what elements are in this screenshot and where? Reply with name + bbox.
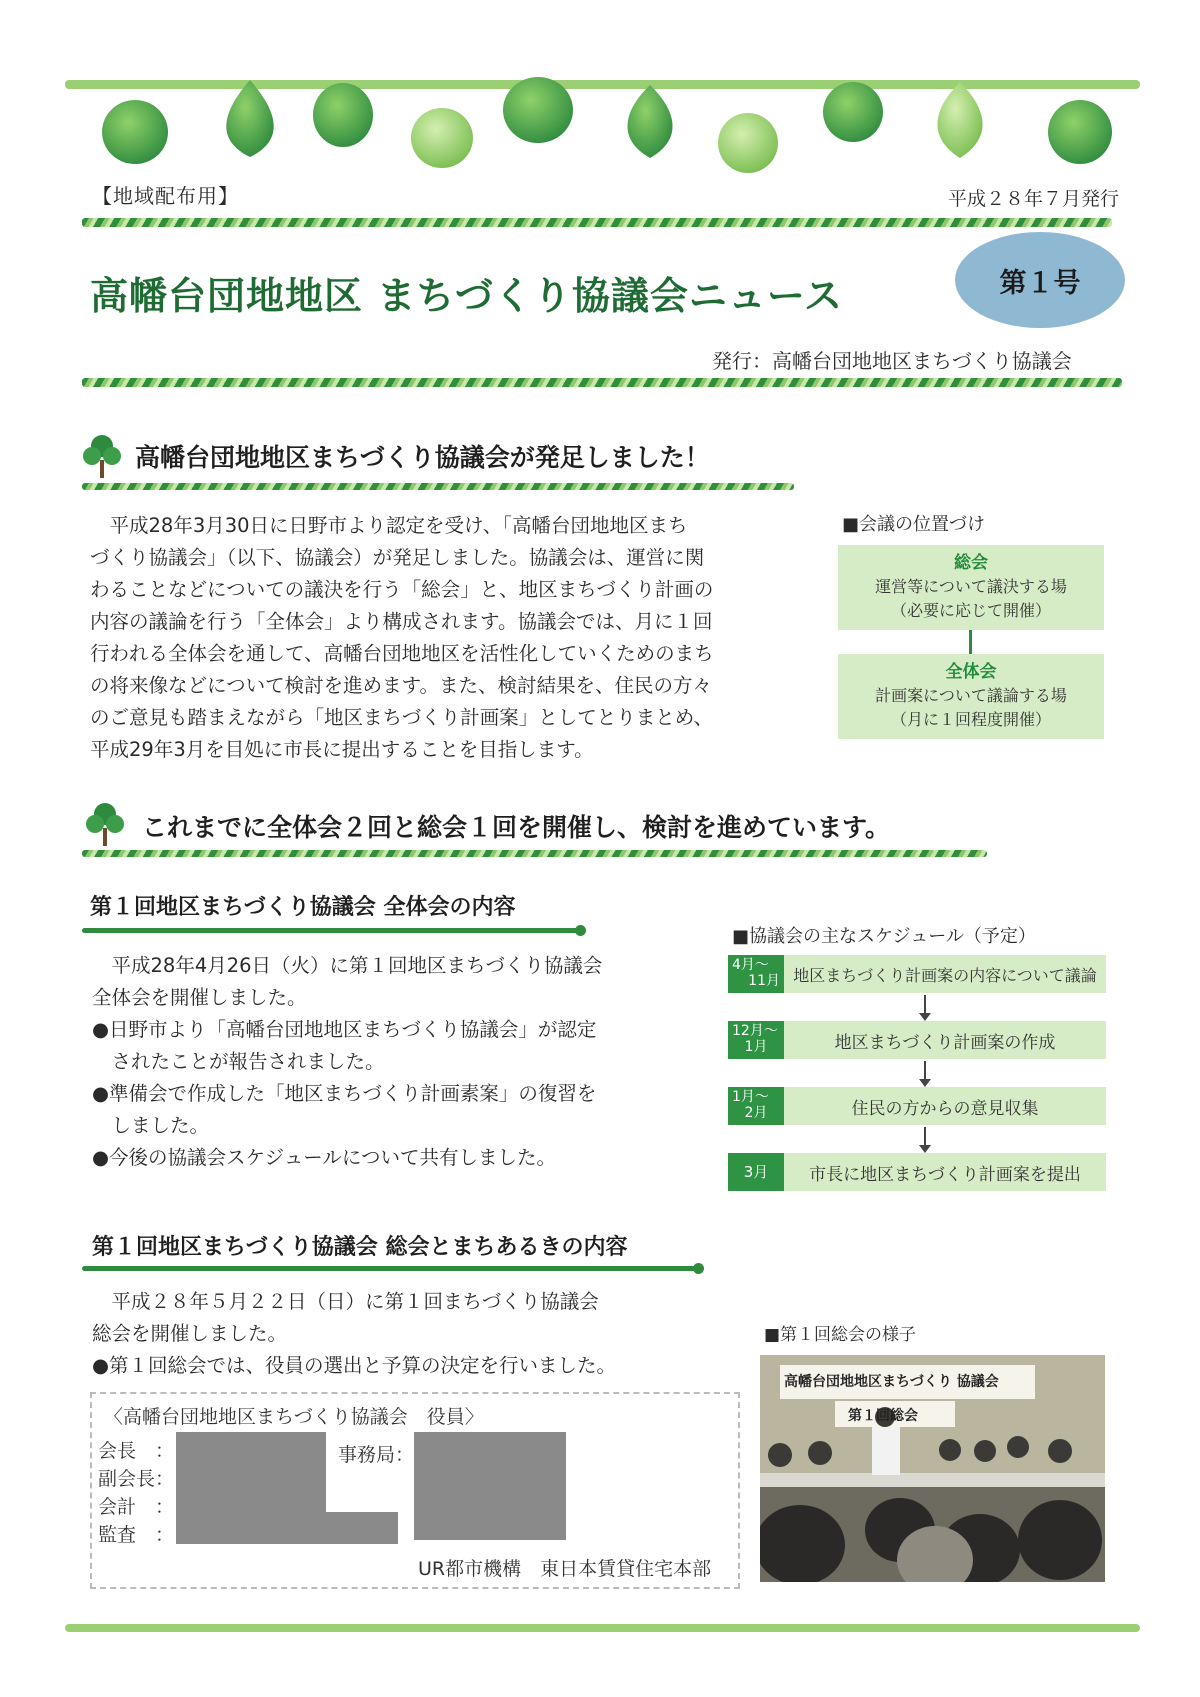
month-start: 4月～ (732, 957, 769, 973)
redacted-secretariat (414, 1432, 566, 1540)
leaf-icon-8 (823, 82, 883, 142)
leaf-icon-4 (411, 108, 473, 168)
general-meeting-heading: 総会 (954, 553, 988, 573)
sub2-rule (82, 1266, 700, 1271)
schedule-row (728, 1087, 1106, 1125)
diagram-connector (969, 630, 972, 654)
header-stripe-top (82, 218, 1112, 227)
secretariat-label: 事務局： (338, 1444, 415, 1466)
leaf-icon-1 (102, 100, 168, 164)
leaf-garland-decoration (0, 0, 1200, 180)
general-meeting-line2: （必要に応じて開催） (890, 601, 1051, 620)
schedule-month (728, 1153, 784, 1191)
tree-icon (85, 800, 125, 848)
month-end: 1月 (744, 1039, 768, 1055)
section1-stripe (82, 483, 794, 490)
month-start: 3月 (743, 1163, 769, 1181)
secretariat-org: UR都市機構 東日本賃貸住宅本部 (418, 1558, 712, 1580)
photo-caption: ■第１回総会の様子 (764, 1325, 917, 1345)
schedule-row (728, 1153, 1106, 1191)
body-line: 平成29年3月を目処に市長に提出することを目指します。 (90, 738, 594, 761)
bottom-line (65, 1624, 1140, 1632)
down-arrow-icon (924, 995, 926, 1015)
general-meeting-box (838, 545, 1104, 630)
down-arrow-icon (924, 1127, 926, 1147)
schedule-row (728, 955, 1106, 993)
section2-stripe (82, 850, 987, 857)
officer-role: 会長 ： (98, 1440, 175, 1462)
leaf-icon-9 (937, 82, 982, 158)
general-meeting-line1: 運営等について議決する場 (875, 577, 1067, 596)
officer-role: 会計 ： (98, 1496, 175, 1518)
body-line: 内容の議論を行う「全体会」より構成されます。協議会では、月に１回 (90, 610, 713, 633)
schedule-text: 地区まちづくり計画案の内容について議論 (784, 955, 1106, 993)
page-title: 高幡台団地地区 まちづくり協議会ニュース (90, 274, 843, 318)
sub1-line: されたことが報告されました。 (92, 1050, 385, 1073)
officers-box (90, 1392, 740, 1589)
down-arrow-icon (924, 1061, 926, 1081)
body-line: のご意見も踏まえながら「地区まちづくり計画案」としてとりまとめ、 (90, 706, 714, 729)
section2-heading: これまでに全体会２回と総会１回を開催し、検討を進めています。 (142, 813, 891, 842)
month-end: 11月 (748, 973, 780, 989)
month-start: 12月～ (732, 1023, 778, 1039)
leaf-icon-7 (718, 113, 778, 173)
section1-heading: 高幡台団地地区まちづくり協議会が発足しました！ (135, 443, 710, 472)
sub1-line: ●日野市より「高幡台団地地区まちづくり協議会」が認定 (92, 1018, 597, 1041)
body-line: 行われる全体会を通して、高幡台団地地区を活性化していくためのまち (90, 642, 714, 665)
schedule-text: 地区まちづくり計画案の作成 (784, 1021, 1106, 1059)
plenary-meeting-box (838, 654, 1104, 739)
sub1-body (92, 950, 712, 1174)
sub2-heading: 第１回地区まちづくり協議会 総会とまちあるきの内容 (92, 1235, 628, 1260)
tree-icon (82, 432, 122, 480)
plenary-meeting-heading: 全体会 (945, 662, 997, 682)
sub1-heading: 第１回地区まちづくり協議会 全体会の内容 (90, 895, 516, 920)
photo-banner: 高幡台団地地区まちづくり 協議会 (784, 1374, 999, 1390)
body-line: わることなどについての議決を行う「総会」と、地区まちづくり計画の (90, 578, 714, 601)
leaf-icon-6 (627, 85, 672, 158)
photo-banner: 第１回総会 (848, 1408, 918, 1424)
officer-role: 監査 ： (98, 1524, 175, 1546)
sub2-line: ●第１回総会では、役員の選出と予算の決定を行いました。 (92, 1354, 617, 1377)
distribution-label: 【地域配布用】 (92, 184, 239, 208)
body-line: の将来像などについて検討を進めます。また、検討結果を、住民の方々 (90, 674, 713, 697)
schedule-month (728, 1021, 784, 1059)
body-line: 平成28年3月30日に日野市より認定を受け、「高幡台団地地区まち (90, 514, 688, 537)
issue-date: 平成２８年７月発行 (948, 188, 1120, 210)
schedule-text: 市長に地区まちづくり計画案を提出 (784, 1153, 1106, 1191)
leaf-icon-2 (226, 80, 273, 157)
body-line: づくり協議会」（以下、協議会）が発足しました。協議会は、運営に関 (90, 546, 705, 569)
officer-role: 副会長： (98, 1468, 175, 1490)
redacted-names (176, 1512, 398, 1544)
publisher: 発行：高幡台団地地区まちづくり協議会 (712, 349, 1072, 373)
issue-badge: 第１号 (955, 232, 1125, 328)
officers-title: 〈高幡台団地地区まちづくり協議会 役員〉 (104, 1406, 484, 1428)
plenary-meeting-line2: （月に１回程度開催） (890, 710, 1051, 729)
leaf-icon-3 (313, 83, 373, 147)
sub1-line: 平成28年4月26日（火）に第１回地区まちづくり協議会 (92, 954, 603, 977)
sub2-line: 総会を開催しました。 (92, 1322, 288, 1345)
month-end: 2月 (744, 1105, 768, 1121)
sub2-line: 平成２８年５月２２日（日）に第１回まちづくり協議会 (92, 1290, 599, 1313)
sub1-line: ●今後の協議会スケジュールについて共有しました。 (92, 1146, 556, 1169)
diagram-title: ■会議の位置づけ (842, 514, 986, 535)
schedule-month (728, 1087, 784, 1125)
sub1-line: しました。 (92, 1114, 210, 1137)
sub1-rule (82, 928, 582, 933)
schedule-month (728, 955, 784, 993)
schedule-title: ■協議会の主なスケジュール（予定） (732, 926, 1036, 947)
sub1-line: 全体会を開催しました。 (92, 986, 307, 1009)
schedule-text: 住民の方からの意見収集 (784, 1087, 1106, 1125)
plenary-meeting-line1: 計画案について議論する場 (875, 686, 1067, 705)
schedule-row (728, 1021, 1106, 1059)
month-start: 1月～ (732, 1089, 769, 1105)
section1-body (90, 510, 810, 766)
leaf-icon-10 (1048, 100, 1112, 164)
leaf-icon-5 (503, 77, 573, 143)
header-stripe-bottom (82, 378, 1122, 387)
sub1-line: ●準備会で作成した「地区まちづくり計画素案」の復習を (92, 1082, 597, 1105)
meeting-photo (760, 1355, 1105, 1582)
sub2-body (92, 1286, 732, 1382)
